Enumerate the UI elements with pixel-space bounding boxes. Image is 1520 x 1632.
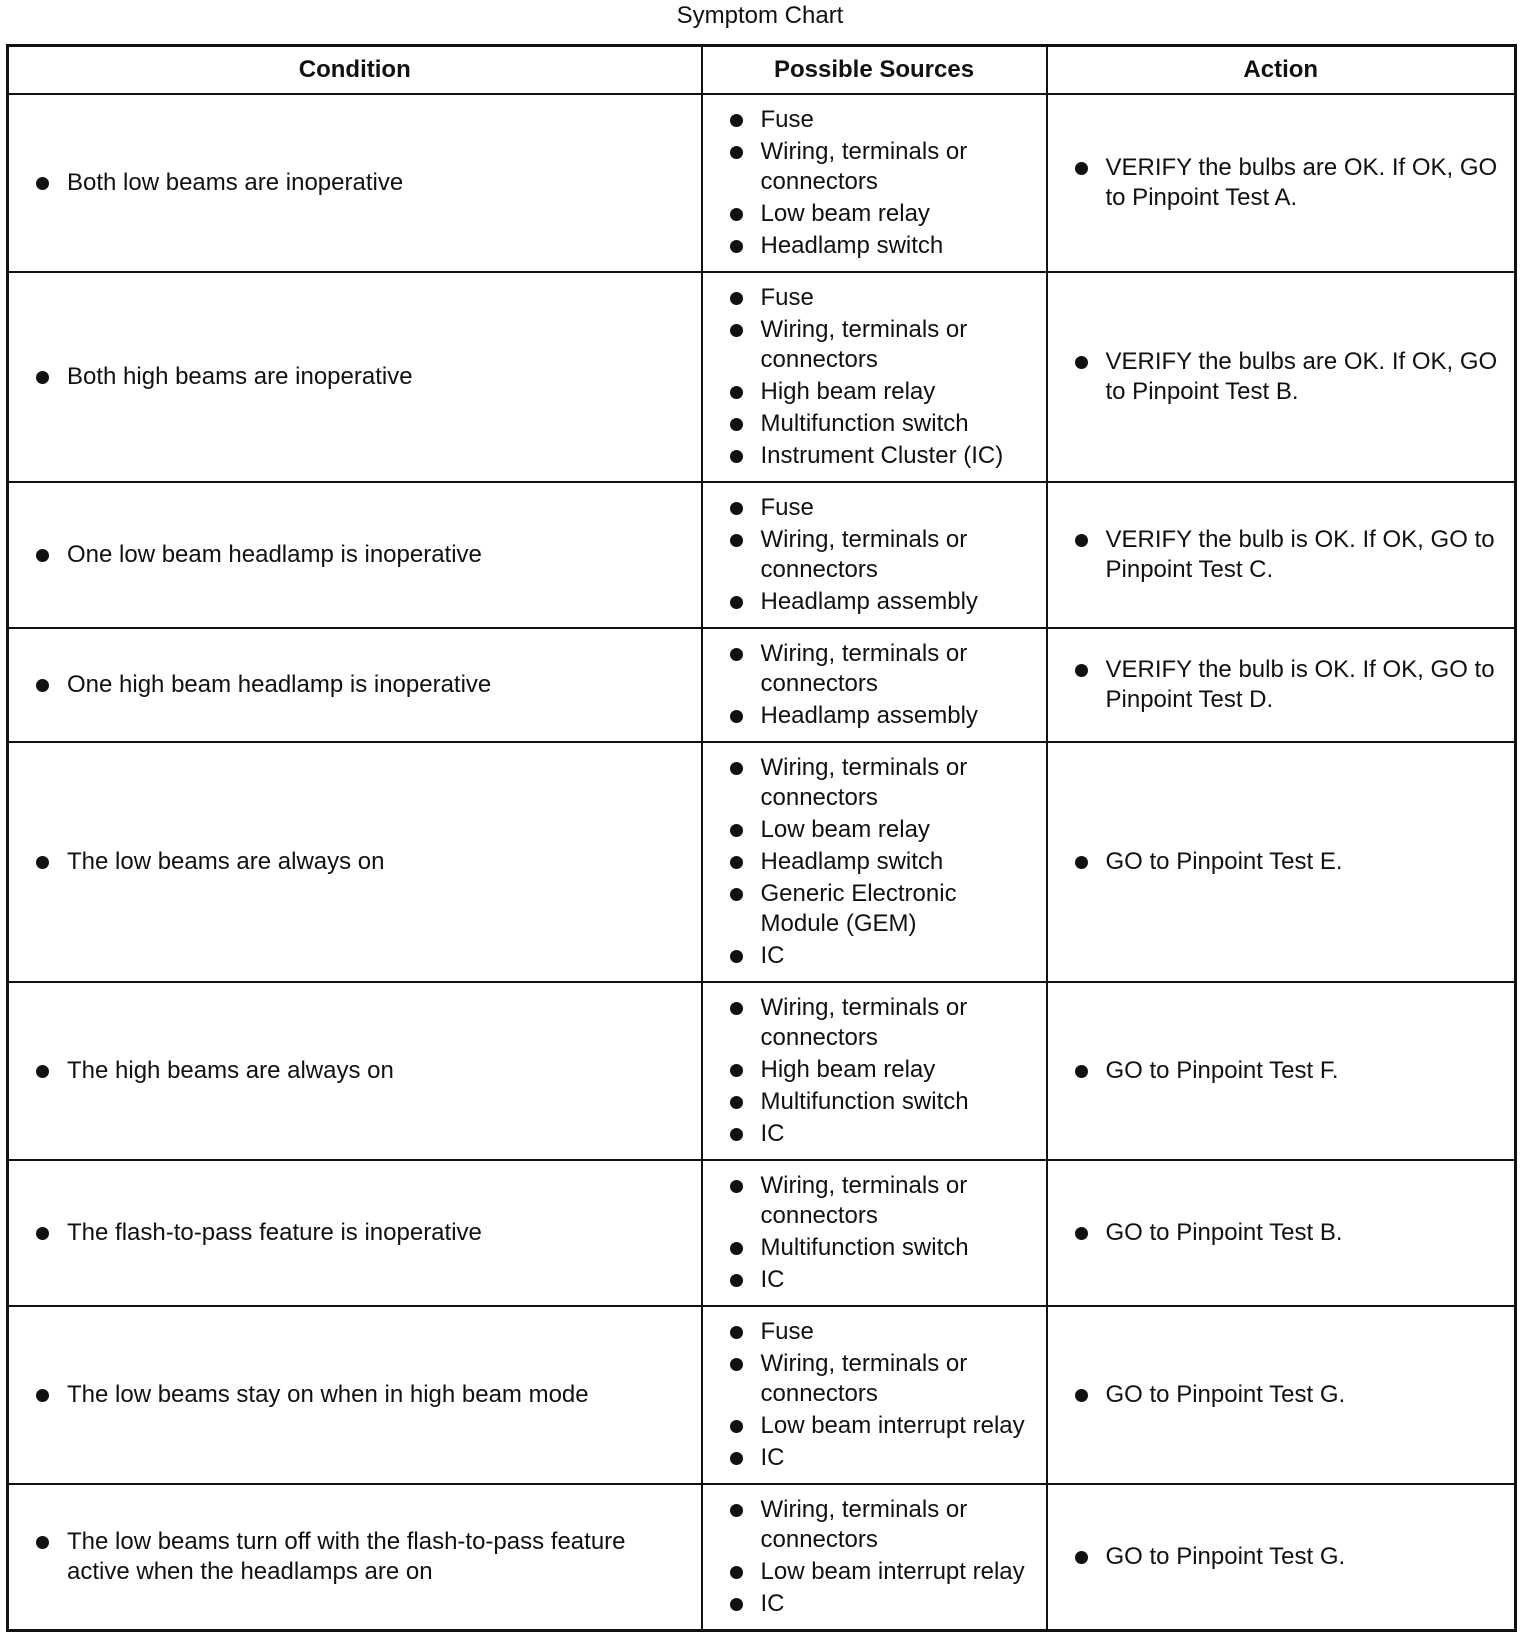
source-item: Wiring, terminals or connectors	[703, 639, 1046, 699]
source-item: Wiring, terminals or connectors	[703, 315, 1046, 375]
condition-cell	[8, 628, 702, 742]
action-text: GO to Pinpoint Test B.	[1048, 1218, 1515, 1248]
condition-text: The flash-to-pass feature is inoperative	[9, 1218, 701, 1248]
sources-cell	[702, 1160, 1047, 1306]
source-item: Fuse	[703, 105, 1046, 135]
condition-cell	[8, 1306, 702, 1484]
action-text: GO to Pinpoint Test G.	[1048, 1542, 1515, 1572]
condition-cell	[8, 94, 702, 272]
table-row	[8, 1306, 1516, 1484]
condition-text: One high beam headlamp is inoperative	[9, 670, 701, 700]
source-item: Multifunction switch	[703, 409, 1046, 439]
table-row	[8, 1484, 1516, 1631]
condition-text: One low beam headlamp is inoperative	[9, 540, 701, 570]
action-cell	[1047, 742, 1516, 982]
action-cell	[1047, 982, 1516, 1160]
source-item: IC	[703, 1265, 1046, 1295]
sources-cell	[702, 1306, 1047, 1484]
source-item: Headlamp switch	[703, 847, 1046, 877]
action-cell	[1047, 1160, 1516, 1306]
action-cell	[1047, 628, 1516, 742]
source-item: High beam relay	[703, 1055, 1046, 1085]
source-item: Low beam relay	[703, 815, 1046, 845]
table-row	[8, 272, 1516, 482]
source-item: Generic Electronic Module (GEM)	[703, 879, 1046, 939]
condition-text: The low beams stay on when in high beam mode	[9, 1380, 701, 1410]
condition-text: The low beams turn off with the flash-to-pass feature active when the headlamps are on	[9, 1527, 701, 1587]
action-text: VERIFY the bulbs are OK. If OK, GO to Pinpoint Test B.	[1048, 347, 1515, 407]
sources-cell	[702, 628, 1047, 742]
source-item: Wiring, terminals or connectors	[703, 137, 1046, 197]
header-action: Action	[1047, 46, 1516, 95]
action-cell	[1047, 1306, 1516, 1484]
chart-title: Symptom Chart	[676, 2, 844, 29]
source-item: Multifunction switch	[703, 1233, 1046, 1263]
source-item: IC	[703, 941, 1046, 971]
action-text: VERIFY the bulbs are OK. If OK, GO to Pinpoint Test A.	[1048, 153, 1515, 213]
condition-text: Both low beams are inoperative	[9, 168, 701, 198]
sources-cell	[702, 742, 1047, 982]
condition-cell	[8, 482, 702, 628]
condition-cell	[8, 272, 702, 482]
sources-cell	[702, 272, 1047, 482]
sources-cell	[702, 94, 1047, 272]
action-text: VERIFY the bulb is OK. If OK, GO to Pinpoint Test D.	[1048, 655, 1515, 715]
source-item: Fuse	[703, 493, 1046, 523]
source-item: Wiring, terminals or connectors	[703, 1495, 1046, 1555]
action-text: GO to Pinpoint Test F.	[1048, 1056, 1515, 1086]
source-item: Wiring, terminals or connectors	[703, 1349, 1046, 1409]
source-item: Headlamp assembly	[703, 587, 1046, 617]
condition-text: Both high beams are inoperative	[9, 362, 701, 392]
condition-cell	[8, 982, 702, 1160]
source-item: Instrument Cluster (IC)	[703, 441, 1046, 471]
sources-cell	[702, 1484, 1047, 1631]
condition-cell	[8, 742, 702, 982]
table-row	[8, 982, 1516, 1160]
source-item: Headlamp switch	[703, 231, 1046, 261]
header-possible-sources: Possible Sources	[702, 46, 1047, 95]
symptom-table	[6, 44, 1517, 1632]
sources-cell	[702, 482, 1047, 628]
action-cell	[1047, 272, 1516, 482]
source-item: Low beam relay	[703, 199, 1046, 229]
sources-cell	[702, 982, 1047, 1160]
header-condition: Condition	[8, 46, 702, 95]
action-cell	[1047, 94, 1516, 272]
source-item: Multifunction switch	[703, 1087, 1046, 1117]
table-row	[8, 628, 1516, 742]
source-item: IC	[703, 1443, 1046, 1473]
action-cell	[1047, 482, 1516, 628]
condition-cell	[8, 1484, 702, 1631]
source-item: Wiring, terminals or connectors	[703, 993, 1046, 1053]
source-item: Low beam interrupt relay	[703, 1411, 1046, 1441]
action-text: GO to Pinpoint Test E.	[1048, 847, 1515, 877]
action-cell	[1047, 1484, 1516, 1631]
source-item: IC	[703, 1119, 1046, 1149]
source-item: Headlamp assembly	[703, 701, 1046, 731]
source-item: Wiring, terminals or connectors	[703, 753, 1046, 813]
table-row	[8, 94, 1516, 272]
header-row	[8, 46, 1516, 95]
condition-text: The low beams are always on	[9, 847, 701, 877]
source-item: IC	[703, 1589, 1046, 1619]
table-row	[8, 1160, 1516, 1306]
source-item: Fuse	[703, 283, 1046, 313]
table-row	[8, 482, 1516, 628]
action-text: GO to Pinpoint Test G.	[1048, 1380, 1515, 1410]
condition-cell	[8, 1160, 702, 1306]
table-row	[8, 742, 1516, 982]
condition-text: The high beams are always on	[9, 1056, 701, 1086]
source-item: Wiring, terminals or connectors	[703, 1171, 1046, 1231]
source-item: Wiring, terminals or connectors	[703, 525, 1046, 585]
source-item: Fuse	[703, 1317, 1046, 1347]
action-text: VERIFY the bulb is OK. If OK, GO to Pinpoint Test C.	[1048, 525, 1515, 585]
source-item: High beam relay	[703, 377, 1046, 407]
source-item: Low beam interrupt relay	[703, 1557, 1046, 1587]
